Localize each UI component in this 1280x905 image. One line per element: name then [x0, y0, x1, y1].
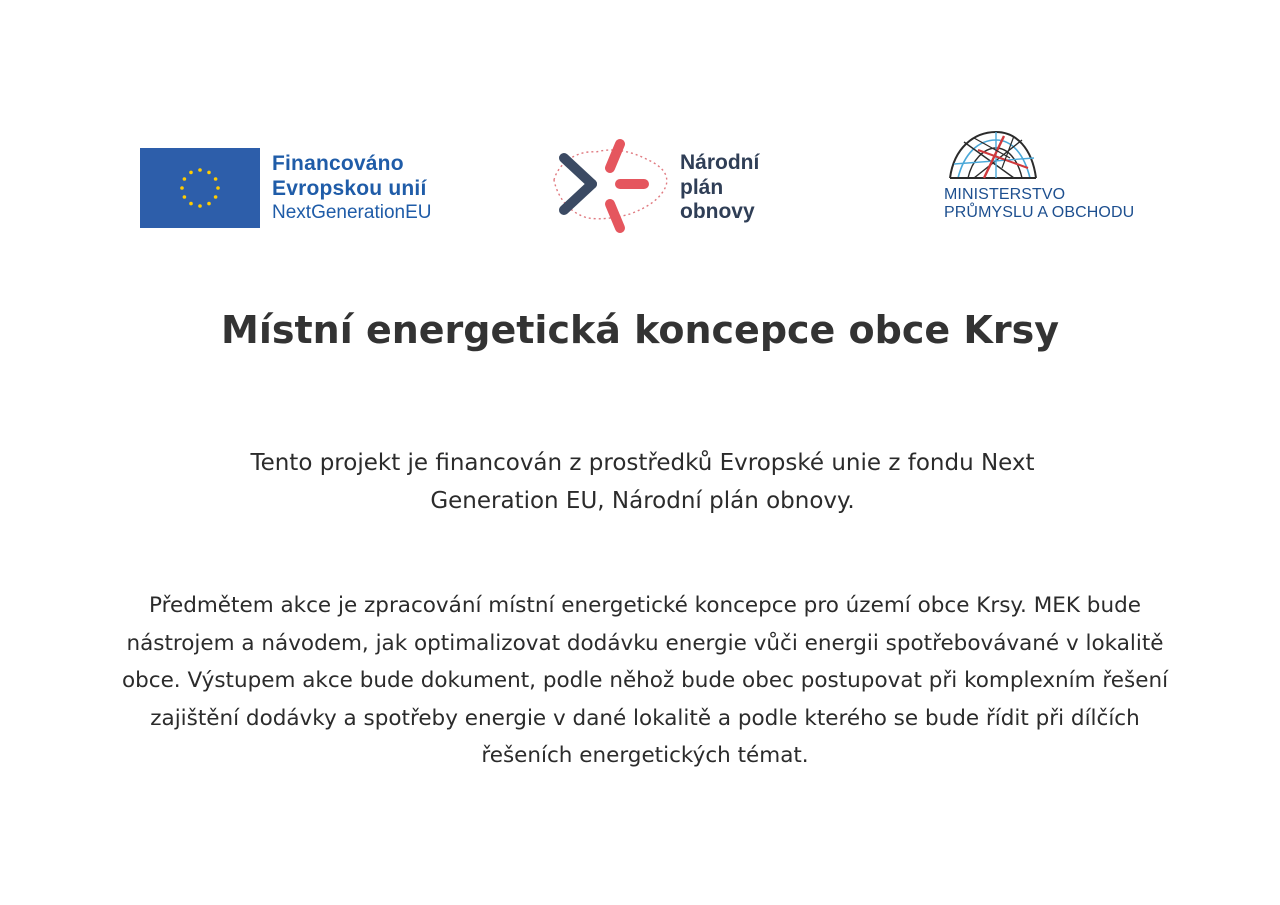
- mpo-logo-line2: PRŮMYSLU A OBCHODU: [944, 204, 1135, 222]
- npo-arrow-icon: [548, 138, 672, 238]
- eu-logo-line3: NextGenerationEU: [272, 202, 432, 224]
- eu-funding-logo: [140, 148, 431, 228]
- funding-statement: Tento projekt je financován z prostředků Evropské unie z fondu Next Generation EU, Národní plán obnovy.: [250, 450, 1035, 514]
- document-title: Místní energetická koncepce obce Krsy: [221, 308, 1059, 352]
- globe-icon: [944, 128, 1040, 184]
- eu-logo-line1: Financováno: [272, 151, 404, 175]
- npo-logo: [548, 138, 759, 238]
- npo-logo-line2: plán: [680, 175, 724, 199]
- eu-logo-line2: Evropskou unií: [272, 177, 427, 201]
- eu-flag-icon: [140, 148, 260, 228]
- npo-logo-text: [680, 151, 759, 225]
- project-description: Předmětem akce je zpracování místní energetické koncepce pro území obce Krsy. MEK bude nástrojem a návodem, jak optimalizovat dodávku energie vůči energii spotřebovávané v lokalitě obce. Výstupem akce bude dokument, podle něhož bude obec postupovat při komplexním řešení zajištění dodávky a spotřeby energie v dané lokalitě a podle kterého se bude řídit při dílčích řešeních energetických témat.: [121, 593, 1169, 768]
- logo-bar: [0, 0, 1280, 260]
- npo-logo-line1: Národní: [680, 150, 760, 174]
- mpo-logo-line1: MINISTERSTVO: [944, 186, 1066, 203]
- mpo-logo-text: [944, 186, 1134, 223]
- eu-logo-text: [272, 151, 431, 225]
- mpo-logo: [944, 128, 1134, 223]
- npo-logo-line3: obnovy: [680, 200, 755, 224]
